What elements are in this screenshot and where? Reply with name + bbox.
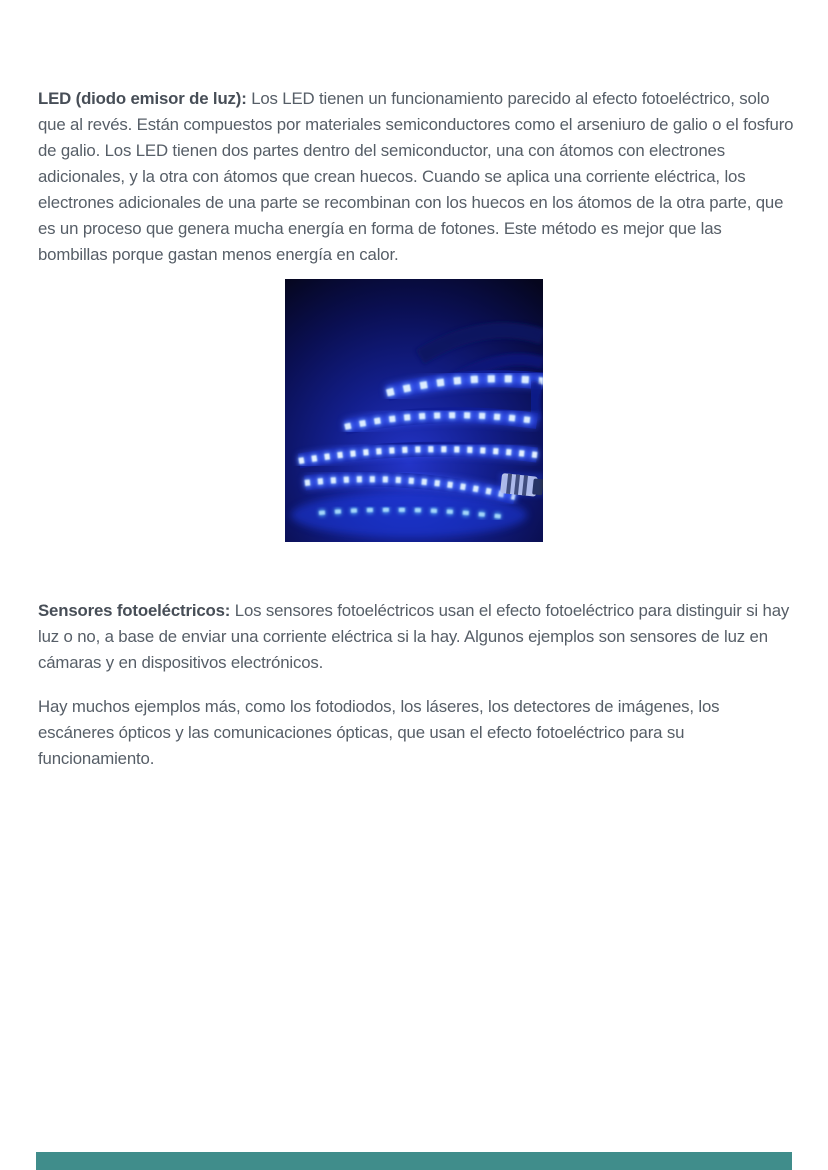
paragraph-examples [38,694,795,772]
led-strip-figure [285,279,543,542]
paragraph-led-lead: LED (diodo emisor de luz): [38,89,247,108]
paragraph-examples-text: Hay muchos ejemplos más, como los fotodiodos, los láseres, los detectores de imágenes, los escáneres ópticos y las comunicaciones ópticas, que usan el efecto fotoeléctrico para su funcionamiento. [38,697,720,768]
led-strip-photo [285,279,543,542]
paragraph-sensors-text: Los sensores fotoeléctricos usan el efecto fotoeléctrico para distinguir si hay luz o no, a base de enviar una corriente eléctrica si la hay. Algunos ejemplos son sensores de luz en cámaras y en dispositivos electrónicos. [38,601,790,672]
paragraph-sensors-lead: Sensores fotoeléctricos: [38,601,231,620]
footer-table-bar [36,1152,792,1170]
paragraph-sensors [38,598,795,676]
paragraph-led-text: Los LED tienen un funcionamiento parecido al efecto fotoeléctrico, solo que al revés. Están compuestos por materiales semiconductores como el arseniuro de galio o el fosfuro de galio. Los LED tienen dos partes dentro del semiconductor, una con átomos con electrones adicionales, y la otra con átomos que crean huecos. Cuando se aplica una corriente eléctrica, los electrones adicionales de una parte se recombinan con los huecos en los átomos de la otra parte, que es un proceso que genera mucha energía en forma de fotones. Este método es mejor que las bombillas porque gastan menos energía en calor. [38,89,794,264]
paragraph-led [38,86,795,268]
